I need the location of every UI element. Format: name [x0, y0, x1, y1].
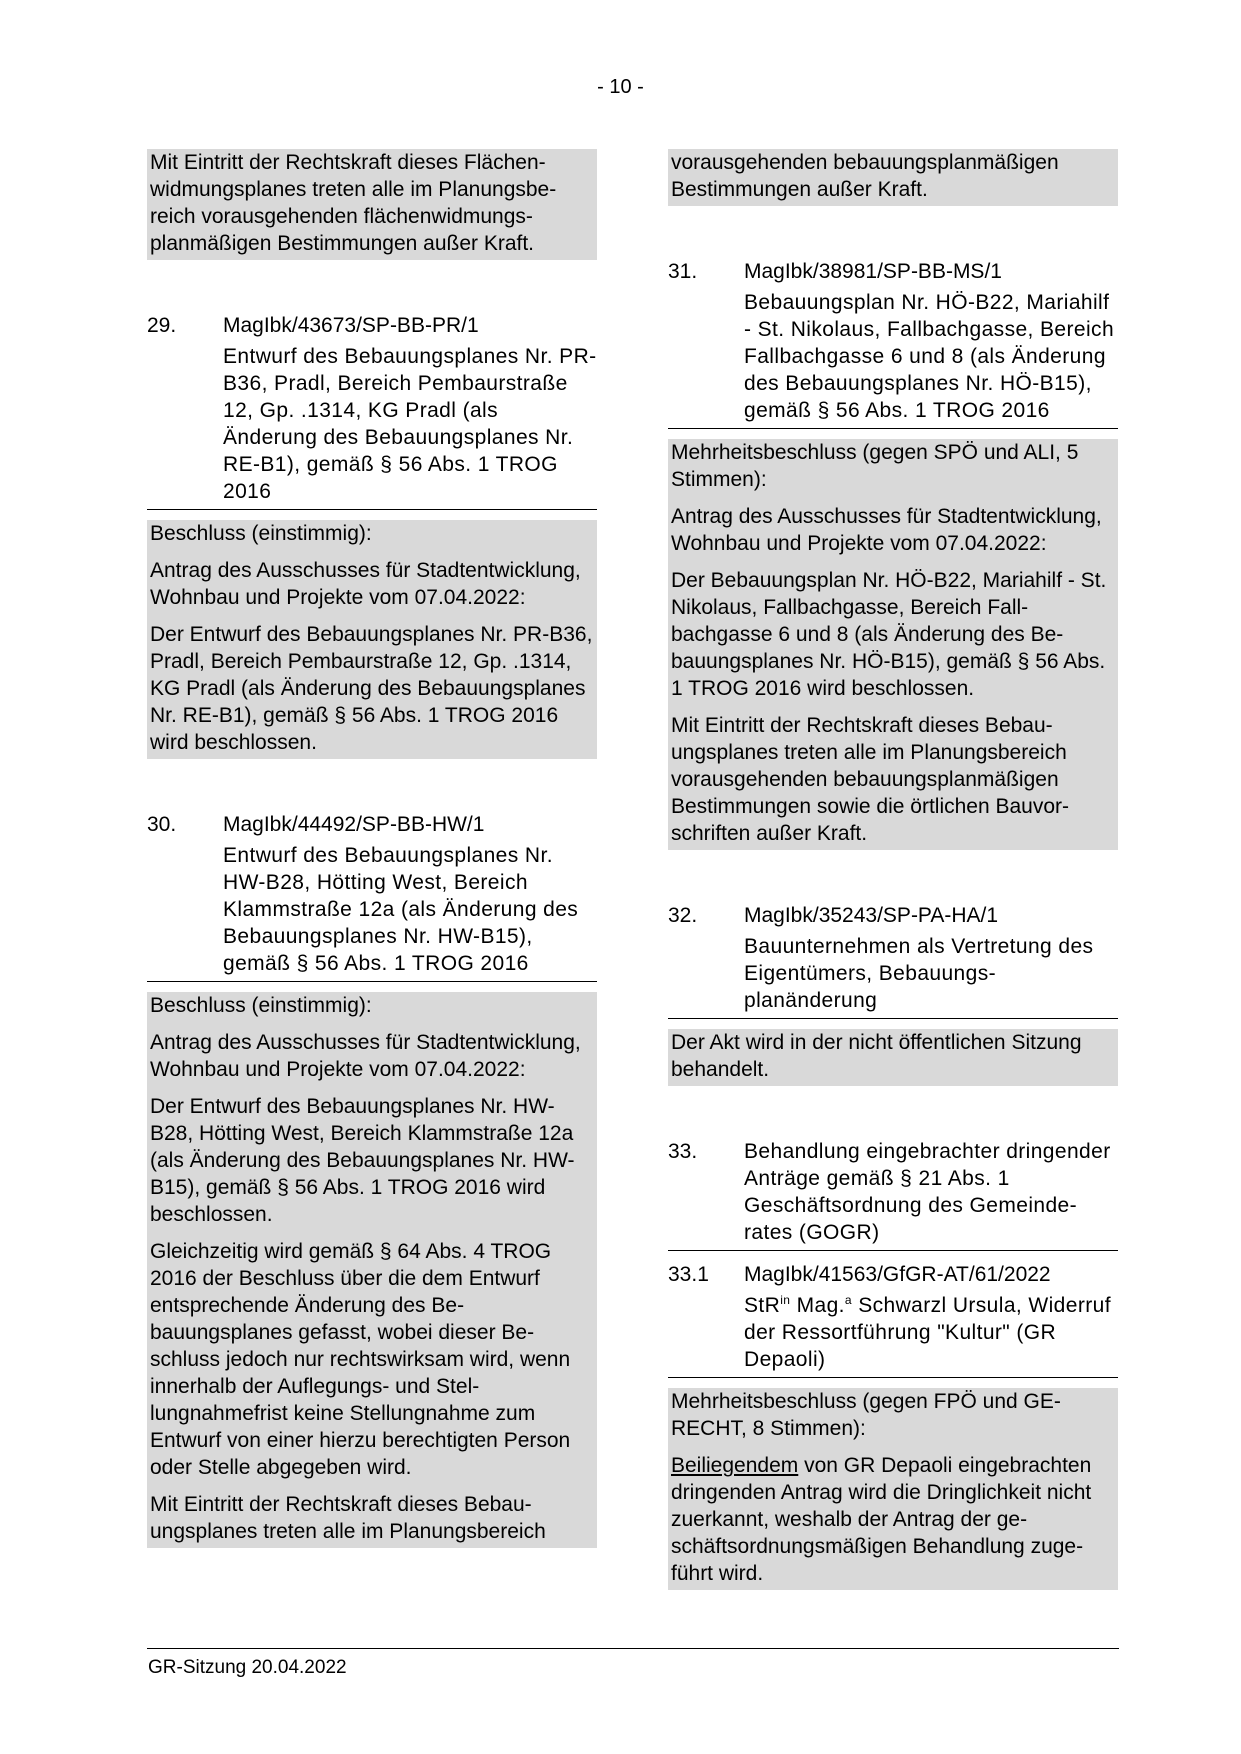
footer-divider [147, 1648, 1119, 1649]
agenda-item-30 [147, 811, 597, 1548]
divider [668, 1250, 1118, 1251]
item-title: Entwurf des Bebauungsplanes Nr. HW-B28, Hötting West, Bereich Klammstraße 12a (als Änderung des Bebauungsplanes Nr. HW-B15), gemäß § 56 Abs. 1 TROG 2016 [223, 844, 579, 975]
decision-label: Mehrheitsbeschluss (gegen FPÖ und GERECHT, 8 Stimmen): [671, 1390, 1061, 1440]
item-title: Bebauungsplan Nr. HÖ-B22, Mariahilf - St. Nikolaus, Fallbachgasse, Bereich Fallbachgasse 6 und 8 (als Änderung des Bebauungsplanes Nr. HÖ-B15), gemäß § 56 Abs. 1 TROG 2016 [744, 291, 1115, 422]
page-number: - 10 - [597, 76, 644, 98]
agenda-item-29 [147, 312, 597, 759]
item-title: StR$^{in}$ Mag.$^a$ Schwarzl Ursula, Widerruf der Ressortführung "Kultur" (GR Depaoli) [744, 1293, 1111, 1371]
right-column [668, 149, 1118, 1590]
item-number: 33.1 [668, 1263, 709, 1286]
item-number: 30. [147, 813, 177, 836]
decision-box [668, 1388, 1118, 1590]
decision-text: Beiliegendem von GR Depaoli eingebrachten dringenden Antrag wird die Dringlichkeit nicht zuerkannt, weshalb der Antrag der geschäftsordnungsmäßigen Behandlung zugeführt wird. [671, 1454, 1092, 1585]
decision-text-3: Mit Eintritt der Rechtskraft dieses Bebauungsplanes treten alle im Planungsbereich [150, 1493, 546, 1543]
item-code: MagIbk/43673/SP-BB-PR/1 [223, 314, 479, 337]
decision-box [147, 992, 597, 1548]
footer-text: GR-Sitzung 20.04.2022 [148, 1657, 347, 1678]
intro-text: vorausgehenden bebauungsplanmäßigen Bestimmungen außer Kraft. [671, 151, 1059, 201]
decision-box [668, 1029, 1118, 1086]
decision-text-2: Mit Eintritt der Rechtskraft dieses Bebauungsplanes treten alle im Planungsbereich vorausgehenden bebauungsplanmäßigen Bestimmungen sowie die örtlichen Bauvorschriften außer Kraft. [671, 714, 1070, 845]
divider [147, 509, 597, 510]
decision-label: Beschluss (einstimmig): [150, 994, 372, 1017]
intro-box-right [668, 149, 1118, 206]
intro-text: Mit Eintritt der Rechtskraft dieses Flächenwidmungsplanes treten alle im Planungsbereich vorausgehenden flächenwidmungsplanmäßigen Bestimmungen außer Kraft. [150, 151, 557, 255]
item-code: MagIbk/44492/SP-BB-HW/1 [223, 813, 485, 836]
agenda-item-33 [668, 1138, 1118, 1251]
decision-text: Der Entwurf des Bebauungsplanes Nr. PR-B36, Pradl, Bereich Pembaurstraße 12, Gp. .1314, KG Pradl (als Änderung des Bebauungsplanes Nr. RE-B1), gemäß § 56 Abs. 1 TROG 2016 wird beschlossen. [150, 623, 593, 754]
item-title: Bauunternehmen als Vertretung des Eigentümers, Bebauungsplanänderung [744, 935, 1094, 1012]
item-number: 31. [668, 260, 698, 283]
item-code: MagIbk/41563/GfGR-AT/61/2022 [744, 1263, 1051, 1286]
item-number: 33. [668, 1140, 698, 1163]
item-code: MagIbk/38981/SP-BB-MS/1 [744, 260, 1002, 283]
agenda-item-31 [668, 258, 1118, 850]
decision-box [668, 439, 1118, 850]
item-code: MagIbk/35243/SP-PA-HA/1 [744, 904, 999, 927]
item-number: 29. [147, 314, 177, 337]
agenda-item-32 [668, 902, 1118, 1086]
decision-text: Der Bebauungsplan Nr. HÖ-B22, Mariahilf - St. Nikolaus, Fallbachgasse, Bereich Fallbachgasse 6 und 8 (als Änderung des Bebauungsplanes Nr. HÖ-B15), gemäß § 56 Abs. 1 TROG 2016 wird beschlossen. [671, 569, 1107, 700]
intro-box-left [147, 149, 597, 260]
divider [668, 428, 1118, 429]
divider [668, 1377, 1118, 1378]
decision-box [147, 520, 597, 759]
motion-text: Antrag des Ausschusses für Stadtentwicklung, Wohnbau und Projekte vom 07.04.2022: [671, 505, 1102, 555]
agenda-item-33-1 [668, 1261, 1118, 1590]
decision-text: Der Entwurf des Bebauungsplanes Nr. HW-B28, Hötting West, Bereich Klammstraße 12a (als Änderung des Bebauungsplanes Nr. HW-B15), gemäß § 56 Abs. 1 TROG 2016 wird beschlossen. [150, 1095, 575, 1226]
decision-label: Beschluss (einstimmig): [150, 522, 372, 545]
decision-text-2: Gleichzeitig wird gemäß § 64 Abs. 4 TROG 2016 der Beschluss über die dem Entwurf entsprechende Änderung des Bebauungsplanes gefasst, wobei dieser Beschluss jedoch nur rechtswirksam wird, wenn innerhalb der Auflegungs- und Stellungnahmefrist keine Stellungnahme zum Entwurf von einer hierzu berechtigten Person oder Stelle abgegeben wird. [150, 1240, 571, 1479]
motion-text: Antrag des Ausschusses für Stadtentwicklung, Wohnbau und Projekte vom 07.04.2022: [150, 559, 581, 609]
left-column [147, 149, 597, 1548]
item-title: Entwurf des Bebauungsplanes Nr. PR-B36, Pradl, Bereich Pembaurstraße 12, Gp. .1314, KG Pradl (als Änderung des Bebauungsplanes Nr. RE-B1), gemäß § 56 Abs. 1 TROG 2016 [223, 345, 597, 503]
divider [668, 1018, 1118, 1019]
item-number: 32. [668, 904, 698, 927]
divider [147, 981, 597, 982]
item-title: Behandlung eingebrachter dringender Anträge gemäß § 21 Abs. 1 Geschäftsordnung des Gemeinderates (GOGR) [744, 1140, 1111, 1244]
decision-text: Der Akt wird in der nicht öffentlichen Sitzung behandelt. [671, 1031, 1082, 1081]
motion-text: Antrag des Ausschusses für Stadtentwicklung, Wohnbau und Projekte vom 07.04.2022: [150, 1031, 581, 1081]
decision-label: Mehrheitsbeschluss (gegen SPÖ und ALI, 5 Stimmen): [671, 441, 1079, 491]
